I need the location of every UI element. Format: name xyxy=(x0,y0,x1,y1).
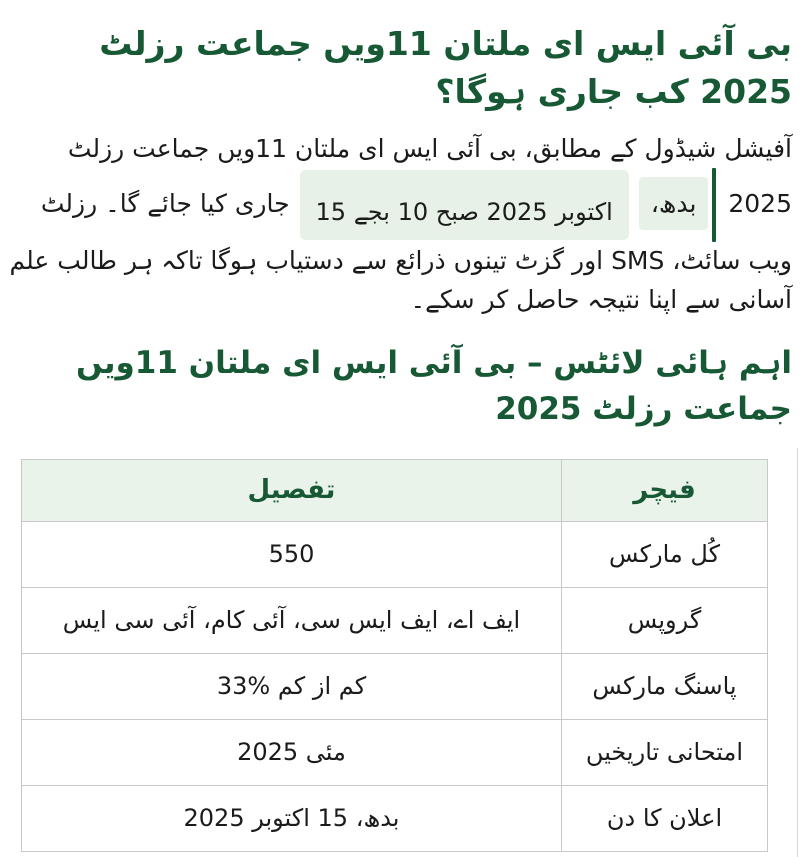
cell-feature: گروپس xyxy=(562,587,768,653)
cell-detail: کم از کم %33 xyxy=(22,653,562,719)
cell-feature: امتحانی تاریخیں xyxy=(562,719,768,785)
cell-detail: مئی 2025 xyxy=(22,719,562,785)
table-row xyxy=(22,653,768,719)
table-row xyxy=(22,521,768,587)
column-header-detail: تفصیل xyxy=(22,459,562,521)
cell-detail: 550 xyxy=(22,521,562,587)
table-row xyxy=(22,587,768,653)
cell-feature: پاسنگ مارکس xyxy=(562,653,768,719)
cell-detail: بدھ، 15 اکتوبر 2025 xyxy=(22,785,562,851)
cell-feature: کُل مارکس xyxy=(562,521,768,587)
intro-text-part2: جاری کیا جائے گا۔ رزلٹ ویب سائٹ، SMS اور گزٹ تینوں ذرائع سے دستیاب ہوگا تاکہ ہر طالب علم آسانی سے اپنا نتیجہ حاصل کر سکے۔ xyxy=(9,189,792,315)
column-header-feature: فیچر xyxy=(562,459,768,521)
highlight-datetime: 15 اکتوبر 2025 صبح 10 بجے xyxy=(300,170,629,240)
page-title: بی آئی ایس ای ملتان 11ویں جماعت رزلٹ 2025 کب جاری ہوگا؟ xyxy=(99,24,792,111)
cell-feature: اعلان کا دن xyxy=(562,785,768,851)
highlight-day: بدھ، xyxy=(639,177,709,230)
page-edge-divider xyxy=(797,448,798,857)
highlights-title: اہم ہائی لائٹس – بی آئی ایس ای ملتان 11ویں جماعت رزلٹ 2025 xyxy=(75,344,792,428)
cell-detail: ایف اے، ایف ایس سی، آئی کام، آئی سی ایس xyxy=(22,587,562,653)
table-header-row xyxy=(22,459,768,521)
result-highlights-table xyxy=(21,459,768,852)
intro-text-part1: آفیشل شیڈول کے مطابق، بی آئی ایس ای ملتان 11ویں جماعت رزلٹ 2025 xyxy=(67,133,792,219)
table-row xyxy=(22,719,768,785)
caret-bar-icon xyxy=(712,168,716,242)
intro-paragraph xyxy=(8,130,792,320)
table-row xyxy=(22,785,768,851)
